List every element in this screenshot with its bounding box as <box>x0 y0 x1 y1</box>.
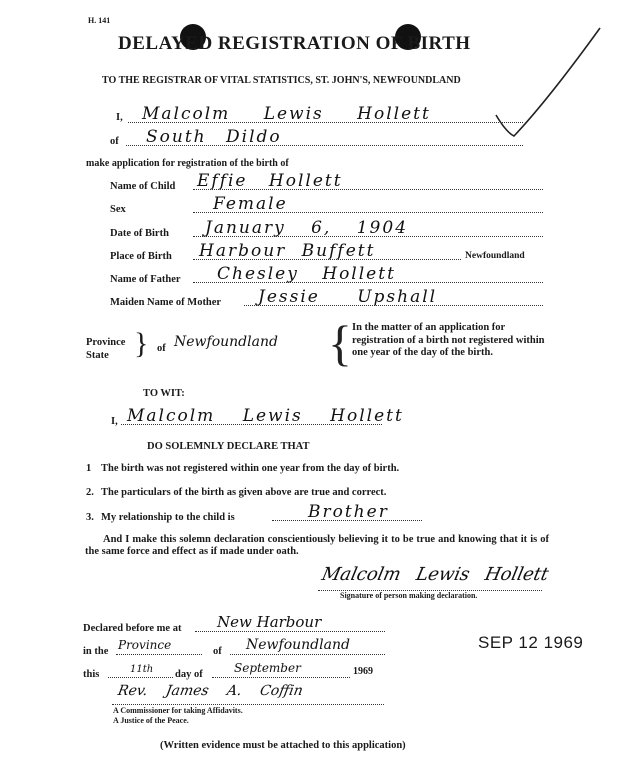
province-of-label: of <box>157 343 166 354</box>
applicant-name-line <box>128 104 523 123</box>
commissioner-caption-1: A Commissioner for taking Affidavits. <box>113 706 243 715</box>
field-value-mother: Jessie Upshall <box>258 287 438 307</box>
applicant-prefix: I, <box>116 112 123 123</box>
commissioner-caption-2: A Justice of the Peace. <box>113 716 189 725</box>
field-value-sex: Female <box>213 194 288 214</box>
day-value: 11th <box>130 664 154 675</box>
province-brace: } <box>134 327 149 360</box>
declarant-signature: Malcolm Lewis Hollett <box>319 564 551 585</box>
declarant-name-line <box>121 406 404 426</box>
state-label: State <box>86 350 109 361</box>
this-label: this <box>83 669 100 680</box>
province-value: Newfoundland <box>174 334 278 350</box>
closing-paragraph: And I make this solemn declaration conscientiously believing it to be true and knowing that it is of the same force and effect as if made under oath. <box>85 534 549 557</box>
addressee-line: TO THE REGISTRAR OF VITAL STATISTICS, ST. JOHN'S, NEWFOUNDLAND <box>102 75 461 86</box>
declare-heading: DO SOLEMNLY DECLARE THAT <box>147 441 310 452</box>
field-line-father <box>193 264 543 283</box>
statement-3-text: My relationship to the child is <box>101 512 235 523</box>
year-value: 1969 <box>353 666 373 677</box>
field-value-child-name: Effie Hollett <box>197 171 343 191</box>
footer-note: (Written evidence must be attached to this application) <box>160 740 406 751</box>
field-line-place-of-birth <box>193 241 461 260</box>
declared-before-label: Declared before me at <box>83 623 182 634</box>
commissioner-signature: Rev. James A. Coffin <box>116 683 305 699</box>
residence-value: South Dildo <box>146 127 282 147</box>
signature-line <box>318 562 551 591</box>
applicant-name: Malcolm Lewis Hollett <box>142 104 431 124</box>
field-value-father: Chesley Hollett <box>217 264 396 284</box>
commissioner-signature-line <box>112 682 384 705</box>
field-line-mother <box>244 287 543 306</box>
declarant-prefix: I, <box>111 416 118 427</box>
residence-line <box>126 127 523 146</box>
division-value: Province <box>118 638 172 652</box>
day-line <box>108 659 173 678</box>
field-line-sex <box>193 194 543 213</box>
field-value-place-of-birth: Harbour Buffett <box>199 241 376 261</box>
application-line: make application for registration of the birth of <box>86 158 289 169</box>
field-label-sex: Sex <box>110 204 126 215</box>
page-title: DELAYED REGISTRATION OF BIRTH <box>118 33 471 54</box>
declared-place: New Harbour <box>217 613 322 631</box>
region-value: Newfoundland <box>246 637 350 653</box>
relationship-value: Brother <box>308 502 389 522</box>
division-line <box>116 636 202 655</box>
statement-2-number: 2. <box>86 487 94 498</box>
statement-1-text: The birth was not registered within one year from the day of birth. <box>101 463 400 474</box>
field-label-date-of-birth: Date of Birth <box>110 228 169 239</box>
statement-2-text: The particulars of the birth as given above are true and correct. <box>101 487 387 498</box>
field-line-child-name <box>193 171 543 190</box>
field-label-father: Name of Father <box>110 274 181 285</box>
field-value-date-of-birth: January 6, 1904 <box>205 218 409 238</box>
field-label-child-name: Name of Child <box>110 181 176 192</box>
field-label-mother: Maiden Name of Mother <box>110 297 222 308</box>
in-the-label: in the <box>83 646 109 657</box>
field-suffix-newfoundland: Newfoundland <box>465 251 525 261</box>
form-number: H. 141 <box>88 16 111 25</box>
field-line-date-of-birth <box>193 218 543 237</box>
received-date-stamp: SEP 12 1969 <box>478 633 584 652</box>
field-label-place-of-birth: Place of Birth <box>110 251 172 262</box>
province-label: Province <box>86 337 126 348</box>
declarant-name: Malcolm Lewis Hollett <box>127 406 404 426</box>
statement-1-number: 1 <box>86 463 92 474</box>
declared-place-line <box>195 613 385 632</box>
relationship-line <box>272 502 422 521</box>
signature-caption: Signature of person making declaration. <box>340 591 478 600</box>
applicant-of-label: of <box>110 136 119 147</box>
matter-text: In the matter of an application for registration of a birth not registered within one year of the day of the birth. <box>352 322 545 358</box>
to-wit-label: TO WIT: <box>143 388 185 399</box>
month-line <box>212 659 350 678</box>
month-value: September <box>234 661 301 675</box>
matter-brace: { <box>328 315 352 371</box>
day-of-label: day of <box>175 669 203 680</box>
region-of-label: of <box>213 646 222 657</box>
region-line <box>230 636 385 655</box>
statement-3-number: 3. <box>86 512 94 523</box>
